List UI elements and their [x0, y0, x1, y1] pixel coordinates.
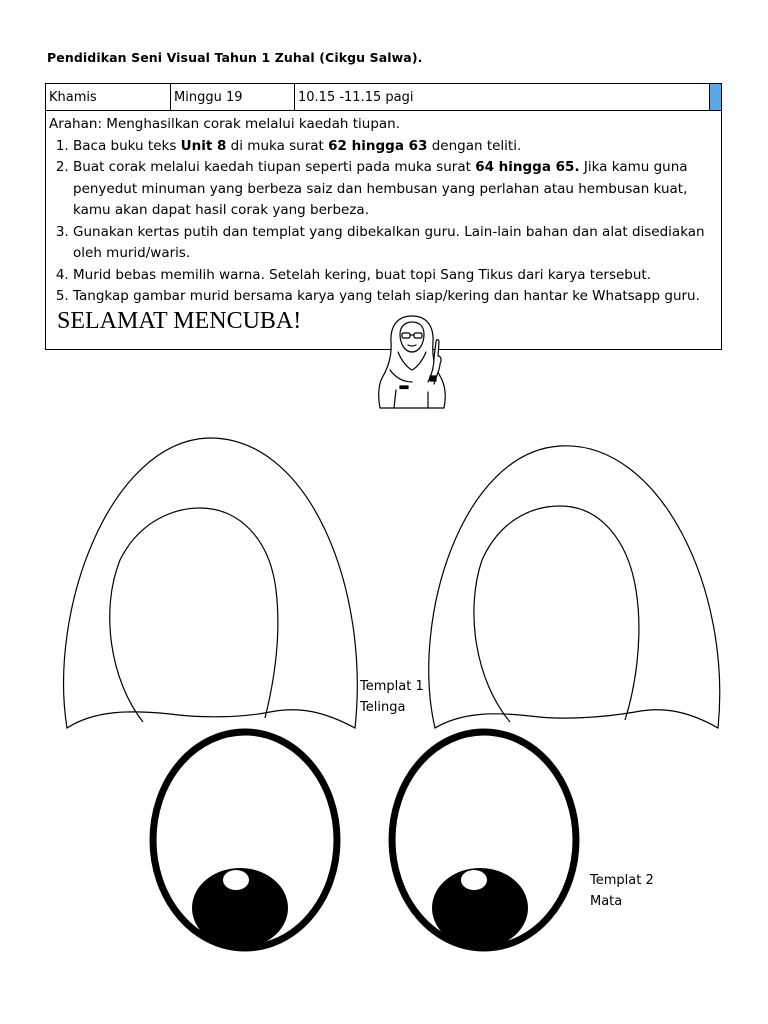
instructions-list	[49, 136, 715, 308]
instruction-text: Tangkap gambar murid bersama karya yang telah siap/kering dan hantar ke Whatsapp guru.	[73, 288, 700, 304]
instruction-text: di muka surat	[226, 137, 329, 154]
page-title: Pendidikan Seni Visual Tahun 1 Zuhal (Cikgu Salwa).	[47, 50, 423, 65]
instruction-item	[73, 222, 715, 265]
teacher-illustration-icon	[374, 312, 452, 410]
accent-cell	[710, 84, 722, 111]
eye-caption-line1: Templat 2	[590, 873, 654, 888]
ear-caption-line2: Telinga	[360, 700, 406, 715]
ear-template-left	[64, 438, 358, 728]
instruction-item	[73, 136, 715, 158]
lead-label: Arahan:	[49, 116, 102, 132]
instruction-text: Jika kamu guna penyedut minuman yang berbeza saiz dan hembusan yang perlahan atau hembusan kuat, kamu akan dapat hasil corak yang berbeza.	[73, 159, 688, 218]
instruction-item	[73, 265, 715, 287]
instruction-item	[73, 157, 715, 222]
eye-template-right	[392, 732, 576, 948]
lead-text: Menghasilkan corak melalui kaedah tiupan.	[102, 116, 401, 132]
schedule-table	[45, 83, 722, 111]
instruction-text: Gunakan kertas putih dan templat yang dibekalkan guru. Lain-lain bahan dan alat disediakan oleh murid/waris.	[73, 223, 705, 261]
eye-template-left	[153, 732, 337, 948]
instruction-emphasis: 62 hingga 63	[328, 137, 428, 154]
greeting: SELAMAT MENCUBA!	[57, 307, 302, 334]
schedule-time: 10.15 -11.15 pagi	[295, 84, 710, 111]
instruction-text: Murid bebas memilih warna. Setelah kering, buat topi Sang Tikus dari karya tersebut.	[73, 266, 652, 283]
instruction-emphasis: Unit 8	[180, 137, 227, 154]
instruction-emphasis: 64 hingga 65.	[475, 159, 580, 175]
ear-template-right	[429, 446, 720, 728]
instruction-text: dengan teliti.	[427, 137, 522, 154]
eye-caption-line2: Mata	[590, 894, 623, 909]
schedule-day: Khamis	[46, 84, 171, 111]
schedule-row	[46, 84, 722, 111]
ear-template-caption	[360, 676, 424, 718]
ear-caption-line1: Templat 1	[360, 679, 424, 694]
schedule-week: Minggu 19	[171, 84, 295, 111]
eye-template-caption	[590, 870, 654, 912]
instruction-text: Baca buku teks	[73, 137, 181, 154]
instructions-lead	[49, 114, 715, 136]
instruction-item	[73, 286, 715, 308]
instruction-text: Buat corak melalui kaedah tiupan seperti pada muka surat	[73, 159, 476, 175]
